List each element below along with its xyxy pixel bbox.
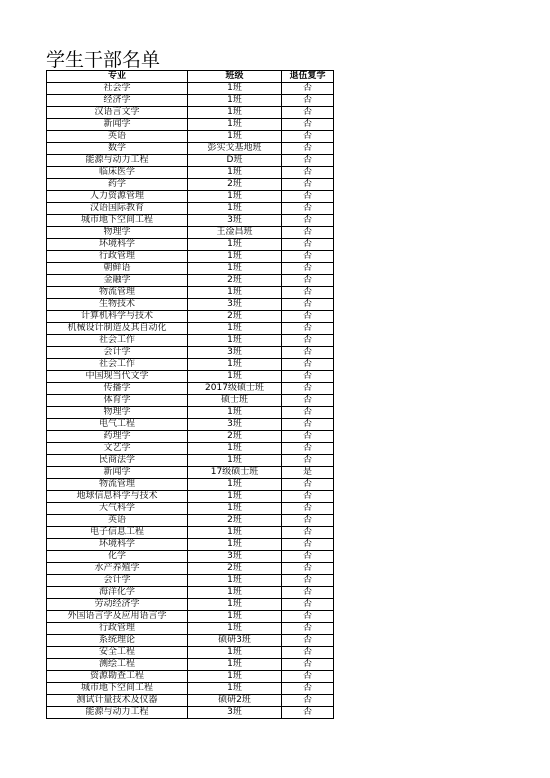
- retire-cell: 否: [282, 623, 334, 635]
- class-cell: 2班: [188, 179, 282, 191]
- major-cell: 社会工作: [47, 335, 188, 347]
- table-row: [47, 215, 334, 227]
- class-cell: 2班: [188, 431, 282, 443]
- class-cell: 1班: [188, 95, 282, 107]
- class-cell: 1班: [188, 119, 282, 131]
- retire-cell: 否: [282, 275, 334, 287]
- table-row: [47, 491, 334, 503]
- major-cell: 新闻学: [47, 119, 188, 131]
- retire-cell: 否: [282, 635, 334, 647]
- retire-cell: 否: [282, 647, 334, 659]
- table-row: [47, 419, 334, 431]
- retire-cell: 否: [282, 431, 334, 443]
- major-cell: 中国现当代文学: [47, 371, 188, 383]
- class-cell: 1班: [188, 407, 282, 419]
- table-row: [47, 527, 334, 539]
- major-cell: 物流管理: [47, 479, 188, 491]
- table-row: [47, 683, 334, 695]
- retire-cell: 否: [282, 155, 334, 167]
- table-row: [47, 107, 334, 119]
- major-cell: 会计学: [47, 575, 188, 587]
- table-row: [47, 671, 334, 683]
- retire-cell: 否: [282, 143, 334, 155]
- major-cell: 数学: [47, 143, 188, 155]
- table-row: [47, 143, 334, 155]
- major-cell: 资源勘查工程: [47, 671, 188, 683]
- major-cell: 物流管理: [47, 287, 188, 299]
- major-cell: 英语: [47, 131, 188, 143]
- retire-cell: 否: [282, 131, 334, 143]
- major-cell: 英语: [47, 515, 188, 527]
- table-row: [47, 155, 334, 167]
- major-cell: 人力资源管理: [47, 191, 188, 203]
- retire-cell: 否: [282, 371, 334, 383]
- class-cell: 1班: [188, 683, 282, 695]
- class-cell: 1班: [188, 323, 282, 335]
- retire-cell: 否: [282, 599, 334, 611]
- class-cell: D班: [188, 155, 282, 167]
- table-row: [47, 551, 334, 563]
- class-cell: 彭实戈基地班: [188, 143, 282, 155]
- table-row: [47, 335, 334, 347]
- class-cell: 1班: [188, 131, 282, 143]
- retire-cell: 否: [282, 515, 334, 527]
- table-row: [47, 467, 334, 479]
- table-row: [47, 587, 334, 599]
- retire-cell: 否: [282, 263, 334, 275]
- class-cell: 1班: [188, 83, 282, 95]
- retire-cell: 否: [282, 407, 334, 419]
- retire-cell: 否: [282, 383, 334, 395]
- table-row: [47, 275, 334, 287]
- table-row: [47, 251, 334, 263]
- class-cell: 1班: [188, 251, 282, 263]
- class-cell: 1班: [188, 263, 282, 275]
- major-cell: 测绘工程: [47, 659, 188, 671]
- table-row: [47, 311, 334, 323]
- table-row: [47, 167, 334, 179]
- major-cell: 生物技术: [47, 299, 188, 311]
- retire-cell: 否: [282, 695, 334, 707]
- major-cell: 新闻学: [47, 467, 188, 479]
- retire-cell: 否: [282, 215, 334, 227]
- retire-cell: 否: [282, 251, 334, 263]
- major-cell: 劳动经济学: [47, 599, 188, 611]
- class-cell: 1班: [188, 191, 282, 203]
- class-cell: 1班: [188, 587, 282, 599]
- table-row: [47, 383, 334, 395]
- class-cell: 1班: [188, 455, 282, 467]
- major-cell: 体育学: [47, 395, 188, 407]
- class-cell: 3班: [188, 299, 282, 311]
- major-cell: 能源与动力工程: [47, 155, 188, 167]
- retire-cell: 否: [282, 587, 334, 599]
- major-cell: 电子信息工程: [47, 527, 188, 539]
- table-row: [47, 623, 334, 635]
- table-body: [47, 83, 334, 719]
- table-row: [47, 131, 334, 143]
- retire-cell: 否: [282, 335, 334, 347]
- table-header-row: [47, 71, 334, 83]
- class-cell: 1班: [188, 623, 282, 635]
- retire-cell: 否: [282, 311, 334, 323]
- table-row: [47, 407, 334, 419]
- major-cell: 外国语言学及应用语言学: [47, 611, 188, 623]
- retire-cell: 否: [282, 323, 334, 335]
- table-row: [47, 227, 334, 239]
- class-cell: 1班: [188, 611, 282, 623]
- retire-cell: 否: [282, 347, 334, 359]
- table-row: [47, 455, 334, 467]
- retire-cell: 否: [282, 611, 334, 623]
- major-cell: 系统理论: [47, 635, 188, 647]
- retire-cell: 否: [282, 503, 334, 515]
- table-row: [47, 539, 334, 551]
- retire-cell: 否: [282, 707, 334, 719]
- major-cell: 物理学: [47, 227, 188, 239]
- major-cell: 社会工作: [47, 359, 188, 371]
- class-cell: 1班: [188, 491, 282, 503]
- table-row: [47, 635, 334, 647]
- retire-cell: 否: [282, 563, 334, 575]
- retire-cell: 否: [282, 119, 334, 131]
- major-cell: 电气工程: [47, 419, 188, 431]
- retire-cell: 是: [282, 467, 334, 479]
- table-row: [47, 239, 334, 251]
- major-cell: 金融学: [47, 275, 188, 287]
- class-cell: 1班: [188, 671, 282, 683]
- table-row: [47, 95, 334, 107]
- major-cell: 朝鲜语: [47, 263, 188, 275]
- retire-cell: 否: [282, 203, 334, 215]
- class-cell: 1班: [188, 599, 282, 611]
- major-cell: 测试计量技术及仪器: [47, 695, 188, 707]
- table-row: [47, 203, 334, 215]
- header-major: 专业: [47, 71, 188, 83]
- class-cell: 1班: [188, 167, 282, 179]
- major-cell: 海洋化学: [47, 587, 188, 599]
- class-cell: 3班: [188, 215, 282, 227]
- retire-cell: 否: [282, 95, 334, 107]
- major-cell: 汉语国际教育: [47, 203, 188, 215]
- major-cell: 物理学: [47, 407, 188, 419]
- table-row: [47, 179, 334, 191]
- major-cell: 民商法学: [47, 455, 188, 467]
- major-cell: 化学: [47, 551, 188, 563]
- major-cell: 城市地下空间工程: [47, 215, 188, 227]
- class-cell: 1班: [188, 203, 282, 215]
- major-cell: 传播学: [47, 383, 188, 395]
- class-cell: 3班: [188, 707, 282, 719]
- major-cell: 临床医学: [47, 167, 188, 179]
- table-row: [47, 395, 334, 407]
- page-title: 学生干部名单: [46, 49, 161, 71]
- class-cell: 硕研2班: [188, 695, 282, 707]
- retire-cell: 否: [282, 479, 334, 491]
- retire-cell: 否: [282, 683, 334, 695]
- retire-cell: 否: [282, 419, 334, 431]
- table-row: [47, 515, 334, 527]
- retire-cell: 否: [282, 287, 334, 299]
- major-cell: 社会学: [47, 83, 188, 95]
- major-cell: 环境科学: [47, 239, 188, 251]
- major-cell: 水产养殖学: [47, 563, 188, 575]
- table-row: [47, 431, 334, 443]
- table-row: [47, 575, 334, 587]
- retire-cell: 否: [282, 491, 334, 503]
- retire-cell: 否: [282, 671, 334, 683]
- major-cell: 城市地下空间工程: [47, 683, 188, 695]
- table-row: [47, 263, 334, 275]
- table-row: [47, 611, 334, 623]
- class-cell: 1班: [188, 647, 282, 659]
- major-cell: 行政管理: [47, 623, 188, 635]
- class-cell: 3班: [188, 347, 282, 359]
- retire-cell: 否: [282, 191, 334, 203]
- major-cell: 大气科学: [47, 503, 188, 515]
- major-cell: 文艺学: [47, 443, 188, 455]
- retire-cell: 否: [282, 575, 334, 587]
- class-cell: 1班: [188, 239, 282, 251]
- retire-cell: 否: [282, 107, 334, 119]
- header-retire: 退伍复学: [282, 71, 334, 83]
- retire-cell: 否: [282, 443, 334, 455]
- retire-cell: 否: [282, 527, 334, 539]
- student-cadre-table: [46, 70, 334, 719]
- class-cell: 2017级硕士班: [188, 383, 282, 395]
- class-cell: 1班: [188, 659, 282, 671]
- retire-cell: 否: [282, 83, 334, 95]
- table-row: [47, 299, 334, 311]
- class-cell: 1班: [188, 503, 282, 515]
- major-cell: 能源与动力工程: [47, 707, 188, 719]
- class-cell: 2班: [188, 275, 282, 287]
- table-row: [47, 359, 334, 371]
- table-row: [47, 347, 334, 359]
- major-cell: 药理学: [47, 431, 188, 443]
- table-row: [47, 659, 334, 671]
- class-cell: 17级硕士班: [188, 467, 282, 479]
- table-row: [47, 479, 334, 491]
- major-cell: 计算机科学与技术: [47, 311, 188, 323]
- header-class: 班级: [188, 71, 282, 83]
- table-row: [47, 323, 334, 335]
- class-cell: 1班: [188, 371, 282, 383]
- class-cell: 1班: [188, 539, 282, 551]
- class-cell: 硕士班: [188, 395, 282, 407]
- major-cell: 经济学: [47, 95, 188, 107]
- major-cell: 行政管理: [47, 251, 188, 263]
- table-row: [47, 695, 334, 707]
- class-cell: 3班: [188, 551, 282, 563]
- retire-cell: 否: [282, 299, 334, 311]
- major-cell: 汉语言文学: [47, 107, 188, 119]
- major-cell: 地球信息科学与技术: [47, 491, 188, 503]
- major-cell: 环境科学: [47, 539, 188, 551]
- table-row: [47, 287, 334, 299]
- class-cell: 2班: [188, 515, 282, 527]
- retire-cell: 否: [282, 539, 334, 551]
- class-cell: 1班: [188, 335, 282, 347]
- class-cell: 1班: [188, 443, 282, 455]
- class-cell: 1班: [188, 287, 282, 299]
- class-cell: 1班: [188, 359, 282, 371]
- table-row: [47, 647, 334, 659]
- retire-cell: 否: [282, 227, 334, 239]
- major-cell: 药学: [47, 179, 188, 191]
- class-cell: 王淦昌班: [188, 227, 282, 239]
- table-row: [47, 503, 334, 515]
- retire-cell: 否: [282, 179, 334, 191]
- table-row: [47, 443, 334, 455]
- class-cell: 2班: [188, 311, 282, 323]
- class-cell: 1班: [188, 575, 282, 587]
- retire-cell: 否: [282, 239, 334, 251]
- class-cell: 2班: [188, 563, 282, 575]
- table-row: [47, 191, 334, 203]
- class-cell: 1班: [188, 527, 282, 539]
- retire-cell: 否: [282, 167, 334, 179]
- retire-cell: 否: [282, 455, 334, 467]
- class-cell: 1班: [188, 107, 282, 119]
- retire-cell: 否: [282, 395, 334, 407]
- retire-cell: 否: [282, 359, 334, 371]
- major-cell: 会计学: [47, 347, 188, 359]
- major-cell: 机械设计制造及其自动化: [47, 323, 188, 335]
- table-row: [47, 119, 334, 131]
- major-cell: 安全工程: [47, 647, 188, 659]
- table-row: [47, 563, 334, 575]
- table-row: [47, 371, 334, 383]
- table-row: [47, 707, 334, 719]
- class-cell: 1班: [188, 479, 282, 491]
- table-row: [47, 599, 334, 611]
- retire-cell: 否: [282, 659, 334, 671]
- class-cell: 硕研3班: [188, 635, 282, 647]
- table-row: [47, 83, 334, 95]
- retire-cell: 否: [282, 551, 334, 563]
- class-cell: 3班: [188, 419, 282, 431]
